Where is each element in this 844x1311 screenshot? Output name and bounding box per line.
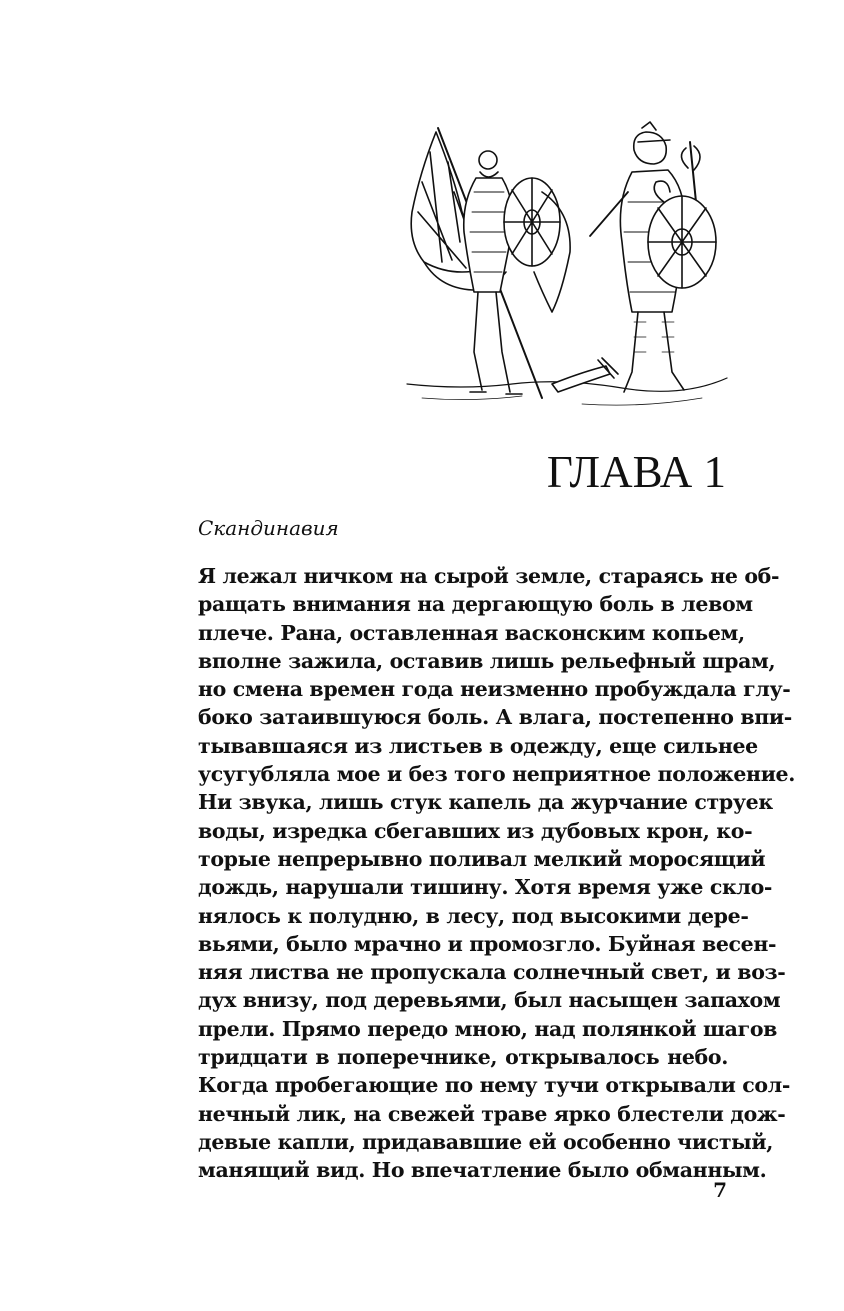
text-line: но смена времен года неизменно пробуждала глу- — [198, 677, 791, 702]
text-line: няя листва не пропускала солнечный свет, и воз- — [198, 960, 786, 985]
page-number: 7 — [713, 1178, 727, 1202]
chapter-illustration-warriors — [402, 122, 732, 412]
text-line: вполне зажила, оставив лишь рельефный шрам, — [198, 648, 776, 673]
text-line: девые капли, придававшие ей особенно чистый, — [198, 1129, 774, 1154]
text-line: боко затаившуюся боль. А влага, постепенно впи- — [198, 705, 792, 730]
text-line: Я лежал ничком на сырой земле, стараясь не об- — [198, 564, 780, 588]
text-line: воды, изредка сбегавших из дубовых крон, ко- — [198, 818, 753, 843]
chapter-title: ГЛАВА 1 — [546, 447, 726, 497]
text-line: тывавшаяся из листьев в одежду, еще сильнее — [198, 733, 758, 758]
text-line: торые непрерывно поливал мелкий моросящий — [198, 846, 766, 871]
text-line: манящий вид. Но впечатление было обманным. — [198, 1158, 767, 1183]
text-line: дождь, нарушали тишину. Хотя время уже скло- — [198, 875, 773, 900]
text-line: тридцати в поперечнике, открывалось небо. — [198, 1045, 728, 1070]
chapter-location: Скандинавия — [198, 516, 339, 540]
chapter-body — [198, 562, 796, 1185]
text-line: усугубляла мое и без того неприятное положение. — [198, 762, 796, 787]
text-line: нечный лик, на свежей траве ярко блестели дож- — [198, 1101, 786, 1126]
text-line: Ни звука, лишь стук капель да журчание струек — [198, 790, 773, 815]
text-line: плече. Рана, оставленная васконским копьем, — [198, 620, 745, 645]
text-line: вьями, было мрачно и промозгло. Буйная весен- — [198, 931, 777, 956]
text-line: нялось к полудню, в лесу, под высокими дере- — [198, 903, 749, 928]
text-line: прели. Прямо передо мною, над полянкой шагов — [198, 1016, 778, 1041]
text-line: ращать внимания на дергающую боль в левом — [198, 592, 753, 617]
text-line: Когда пробегающие по нему тучи открывали сол- — [198, 1073, 790, 1098]
text-line: дух внизу, под деревьями, был насыщен запахом — [198, 988, 781, 1013]
